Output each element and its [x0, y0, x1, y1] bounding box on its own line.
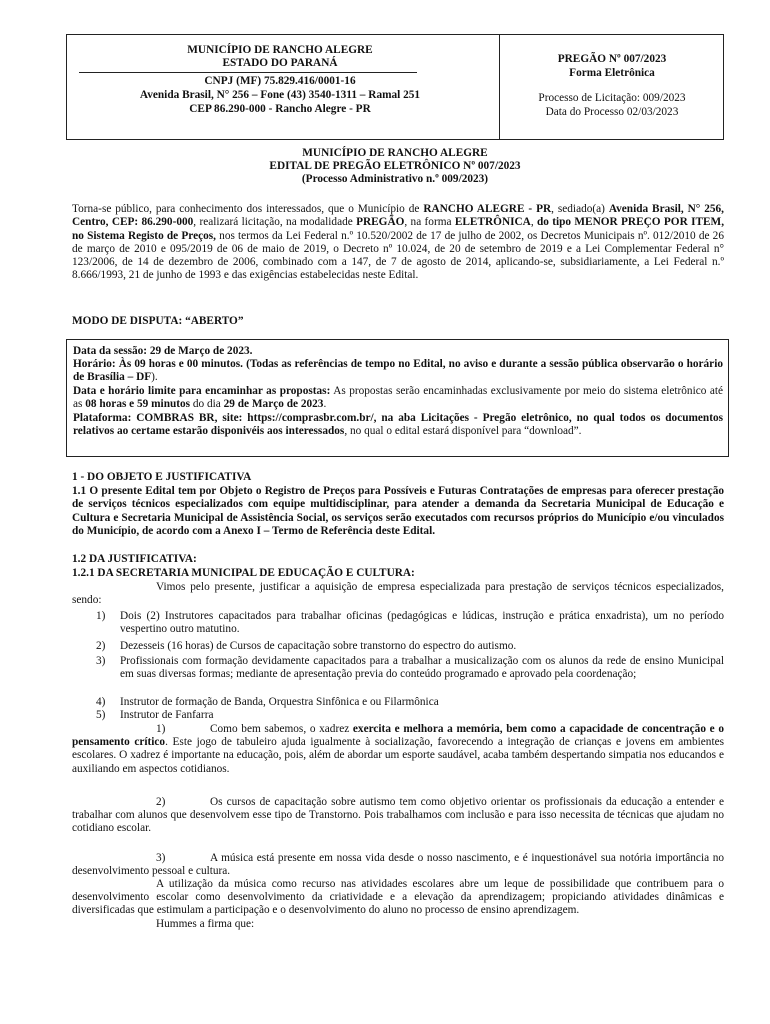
session-time: Horário: Às 09 horas e 00 minutos. (Todas as referências de tempo no Edital, no aviso e durante a sessão pública observarão o horário de Brasília – DF). — [73, 358, 723, 384]
session-box — [66, 339, 729, 457]
justification-music-2: A utilização da música como recurso nas atividades escolares abre um leque de possibilidade que contribuem para o desenvolvimento escolar como desenvolvimento da criatividade e a elevação da aprendizagem; propiciando atividades dinâmicas e diversificadas que estimulam a participação e o desenvolvimento do aluno no processo de ensino aprendizagem. — [72, 878, 724, 917]
pregao-number: PREGÃO Nº 007/2023 — [557, 53, 667, 65]
section-1-2-1-heading: 1.2.1 DA SECRETARIA MUNICIPAL DE EDUCAÇÃO E CULTURA: — [72, 567, 415, 579]
justification-autism: 2) Os cursos de capacitação sobre autismo tem como objetivo orientar os profissionais da educação a entender e trabalhar com alunos que desenvolvem esse tipo de Transtorno. Pois trabalhamos com inclusão e para isso necessita de técnicas que ajudam no cotidiano escolar. — [72, 796, 724, 835]
section-1-2-heading: 1.2 DA JUSTIFICATIVA: — [72, 553, 197, 565]
title-line-3: (Processo Administrativo n.º 009/2023) — [301, 173, 489, 185]
data-processo: Data do Processo 02/03/2023 — [545, 106, 679, 118]
cep: CEP 86.290-000 - Rancho Alegre - PR — [189, 103, 371, 115]
header-box — [66, 34, 724, 140]
title-line-1: MUNICÍPIO DE RANCHO ALEGRE — [302, 147, 488, 159]
header-divider — [499, 35, 500, 140]
justification-chess: 1) Como bem sabemos, o xadrez exercita e melhora a memória, bem como a capacidade de concentração e o pensamento crítico. Este jogo de tabuleiro ajuda igualmente à socialização, favorecendo a integração de crianças e jovens em ambientes escolares. O xadrez é importante na educação, pois, além de abordar um esporte saudável, acaba também despertando simpatia nos educandos e auxiliando em aspectos cotidianos. — [72, 723, 724, 775]
municipality-name: MUNICÍPIO DE RANCHO ALEGRE — [187, 44, 373, 56]
section-1-1: 1.1 O presente Edital tem por Objeto o Registro de Preços para Possíveis e Futuras Contratações de empresas para oferecer prestação de serviços técnicos especializados com equipe multidisciplinar, para atender a demanda da Secretaria Municipal de Educação e Cultura e Secretaria Municipal de Assistência Social, os serviços serão executados com recursos próprios do Município e/ou vinculados do Município, de acordo com a Anexo I – Termo de Referência deste Edital. — [72, 485, 724, 537]
forma: Forma Eletrônica — [569, 67, 655, 79]
proposal-deadline: Data e horário limite para encaminhar as propostas: As propostas serão encaminhadas exclusivamente por meio do sistema eletrônico até as 08 horas e 59 minutos do dia 29 de Março de 2023. — [73, 385, 724, 411]
session-date: Data da sessão: 29 de Março de 2023. — [73, 345, 253, 357]
state-name: ESTADO DO PARANÁ — [222, 57, 338, 69]
justification-music: 3) A música está presente em nossa vida desde o nosso nascimento, e é inquestionável sua notória importância no desenvolvimento pessoal e cultura. — [72, 852, 724, 878]
justification-music-3: Hummes a firma que: — [156, 918, 255, 930]
justification-intro: Vimos pelo presente, justificar a aquisição de empresa especializada para prestação de serviços técnicos especializados, sendo: — [72, 581, 724, 607]
address: Avenida Brasil, N° 256 – Fone (43) 3540-1311 – Ramal 251 — [139, 89, 421, 101]
document-page: MUNICÍPIO DE RANCHO ALEGRE ESTADO DO PARANÁ CNPJ (MF) 75.829.416/0001-16 Avenida Brasil, N° 256 – Fone (43) 3540-1311 – Ramal 251 CEP 86.290-000 - Rancho Alegre - PR PREGÃO Nº 007/2023 Forma Eletrônica Processo de Licitação: 009/2023 Data do Processo 02/03/2023 MUNICÍPIO DE RANCHO ALEGRE EDITAL DE PREGÃO ELETRÔNICO Nº 007/2023 (Processo Administrativo n.º 009/2023) Torna-se público, para conhecimento dos interessados, que o Município de RANCHO ALEGRE - PR, sediado(a) Avenida Brasil, N° 256, Centro, CEP: 86.290-000, realizará licitação, na modalidade PREGÃO, na forma ELETRÔNICA, do tipo MENOR PREÇO POR ITEM, no Sistema Registo de Preços, nos termos da Lei Federal n.º 10.520/2002 de 17 de julho de 2002, os Decretos Municipais nº. 012/2010 de 26 de março de 2010 e 095/2019 de 06 de maio de 2019, o Decreto nº 10.024, de 20 de setembro de 2019 e a Lei Complementar Federal n° 123/2006, de 14 de dezembro de 2006, combinado com a 147, de 7 de agosto de 2014, aplicando-se, subsidiariamente, a Lei Federal n.º 8.666/1993, 21 de junho de 1993 e das exigências estabelecidas neste Edital. MODO DE DISPUTA: “ABERTO” Data da sessão: 29 de Março de 2023. Horário: Às 09 horas e 00 minutos. (Todas as referências de tempo no Edital, no aviso e durante a sessão pública observarão o horário de Brasília – DF). Data e horário limite para encaminhar as propostas: As propostas serão encaminhadas exclusivamente por meio do sistema eletrônico até as 08 horas e 59 minutos do dia 29 de Março de 2023. Plataforma: COMBRAS BR, site: https://comprasbr.com.br/, na aba Licitações - Pregão eletrônico, no qual todos os documentos relativos ao certame estarão disponivéis aos interessados, no qual o edital estará disponível para “download”. 1 - DO OBJETO E JUSTIFICATIVA 1.1 O presente Edital tem por Objeto o Registro de Preços para Possíveis e Futuras Contratações de empresas para oferecer prestação de serviços técnicos especializados com equipe multidisciplinar, para atender a demanda da Secretaria Municipal de Educação e Cultura e Secretaria Municipal de Assistência Social, os serviços serão executados com recursos próprios do Município e/ou vinculados do Município, de acordo com a Anexo I – Termo de Referência deste Edital. 1.2 DA JUSTIFICATIVA: 1.2.1 DA SECRETARIA MUNICIPAL DE EDUCAÇÃO E CULTURA: Vimos pelo presente, justificar a aquisição de empresa especializada para prestação de serviços técnicos especializados, sendo: 1) Dois (2) Instrutores capacitados para trabalhar oficinas (pedagógicas e lúdicas, instrução e prática enxadrista), um no período vespertino outro matutino. 2) Dezesseis (16 horas) de Cursos de capacitação sobre transtorno do espectro do autismo. 3) Profissionais com formação devidamente capacitados para a trabalhar a musicalização com os alunos da rede de ensino Municipal em suas diversas formas; mediante de apresentação previa do conteúdo programado e aprovado pela coordenação; 4) Instrutor de formação de Banda, Orquestra Sinfônica e ou Filarmônica 5) Instrutor de Fanfarra 1) Como bem sabemos, o xadrez exercita e melhora a memória, bem como a capacidade de concentração e o pensamento crítico. Este jogo de tabuleiro ajuda igualmente à socialização, favorecendo a integração de crianças e jovens em ambientes escolares. O xadrez é importante na educação, pois, além de abordar um esporte saudável, acaba também despertando simpatia nos educandos e auxiliando em aspectos cotidianos. 2) Os cursos de capacitação sobre autismo tem como objetivo orientar os profissionais da educação a entender e trabalhar com alunos que desenvolvem esse tipo de Transtorno. Pois trabalhamos com inclusão e para isso necessita de técnicas que ajudam no cotidiano escolar. 3) A música está presente em nossa vida desde o nosso nascimento, e é inquestionável sua notória importância no desenvolvimento pessoal e cultura. A utilização da música como recurso nas atividades escolares abre um leque de possibilidade que contribuem para o desenvolvimento escolar como desenvolvimento da criatividade e a elevação da aprendizagem; propiciando atividades dinâmicas e diversificadas que estimulam a participação e o desenvolvimento do aluno no processo de ensino aprendizagem. Hummes a firma que: — [0, 0, 770, 1024]
title-line-2: EDITAL DE PREGÃO ELETRÔNICO Nº 007/2023 — [269, 160, 521, 172]
section-1-heading: 1 - DO OBJETO E JUSTIFICATIVA — [72, 471, 252, 483]
modo-disputa: MODO DE DISPUTA: “ABERTO” — [72, 315, 244, 327]
intro-paragraph: Torna-se público, para conhecimento dos interessados, que o Município de RANCHO ALEGRE - PR, sediado(a) Avenida Brasil, N° 256, Centro, CEP: 86.290-000, realizará licitação, na modalidade PREGÃO, na forma ELETRÔNICA, do tipo MENOR PREÇO POR ITEM, no Sistema Registo de Preços, nos termos da Lei Federal n.º 10.520/2002 de 17 de julho de 2002, os Decretos Municipais nº. 012/2010 de 26 de março de 2010 e 095/2019 de 06 de maio de 2019, o Decreto nº 10.024, de 20 de setembro de 2019 e a Lei Complementar Federal n° 123/2006, de 14 de dezembro de 2006, combinado com a 147, de 7 de agosto de 2014, aplicando-se, subsidiariamente, a Lei Federal n.º 8.666/1993, 21 de junho de 1993 e das exigências estabelecidas neste Edital. — [72, 203, 725, 282]
platform-info: Plataforma: COMBRAS BR, site: https://comprasbr.com.br/, na aba Licitações - Pregão eletrônico, no qual todos os documentos relativos ao certame estarão disponivéis aos interessados, no qual o edital estará disponível para “download”. — [73, 412, 723, 438]
processo-licitacao: Processo de Licitação: 009/2023 — [538, 92, 686, 104]
cnpj: CNPJ (MF) 75.829.416/0001-16 — [204, 75, 356, 87]
header-rule — [79, 72, 417, 73]
